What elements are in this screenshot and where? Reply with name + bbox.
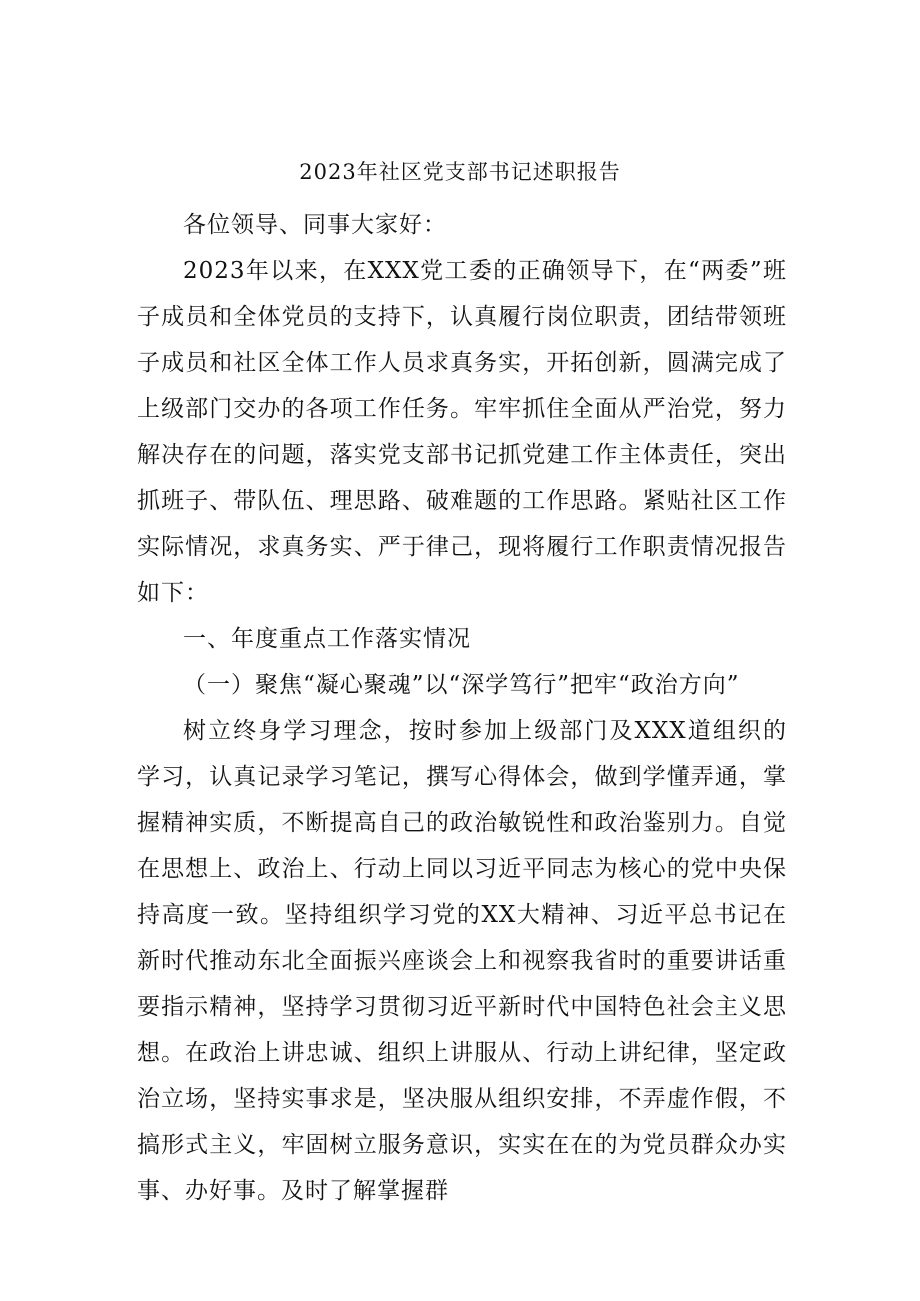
subsection-heading-1: （一）聚焦“凝心聚魂”以“深学笃行”把牢“政治方向”: [183, 672, 740, 698]
intro-paragraph: 2023年以来，在XXX党工委的正确领导下，在“两委”班子成员和全体党员的支持下，认真履行岗位职责，团结带领班子成员和社区全体工作人员求真务实，开拓创新，圆满完成了上级部门交办的各项工作任务。牢牢抓住全面从严治党，努力解决存在的问题，落实党支部书记抓党建工作主体责任，突出抓班子、带队伍、理思路、破难题的工作思路。紧贴社区工作实际情况，求真务实、严于律己，现将履行工作职责情况报告如下：: [137, 258, 787, 606]
section-heading-1: 一、年度重点工作落实情况: [183, 626, 471, 652]
document-body: [137, 190, 787, 1214]
greeting-paragraph: 各位领导、同事大家好：: [183, 212, 447, 238]
document-title: 2023年社区党支部书记述职报告: [299, 160, 621, 184]
subsection-1-paragraph: 树立终身学习理念，按时参加上级部门及XXX道组织的学习，认真记录学习笔记，撰写心得体会，做到学懂弄通，掌握精神实质，不断提高自己的政治敏锐性和政治鉴别力。自觉在思想上、政治上、行动上同以习近平同志为核心的党中央保持高度一致。坚持组织学习党的XX大精神、习近平总书记在新时代推动东北全面振兴座谈会上和视察我省时的重要讲话重要指示精神，坚持学习贯彻习近平新时代中国特色社会主义思想。在政治上讲忠诚、组织上讲服从、行动上讲纪律，坚定政治立场，坚持实事求是，坚决服从组织安排，不弄虚作假，不搞形式主义，牢固树立服务意识，实实在在的为党员群众办实事、办好事。及时了解掌握群: [137, 718, 787, 1204]
